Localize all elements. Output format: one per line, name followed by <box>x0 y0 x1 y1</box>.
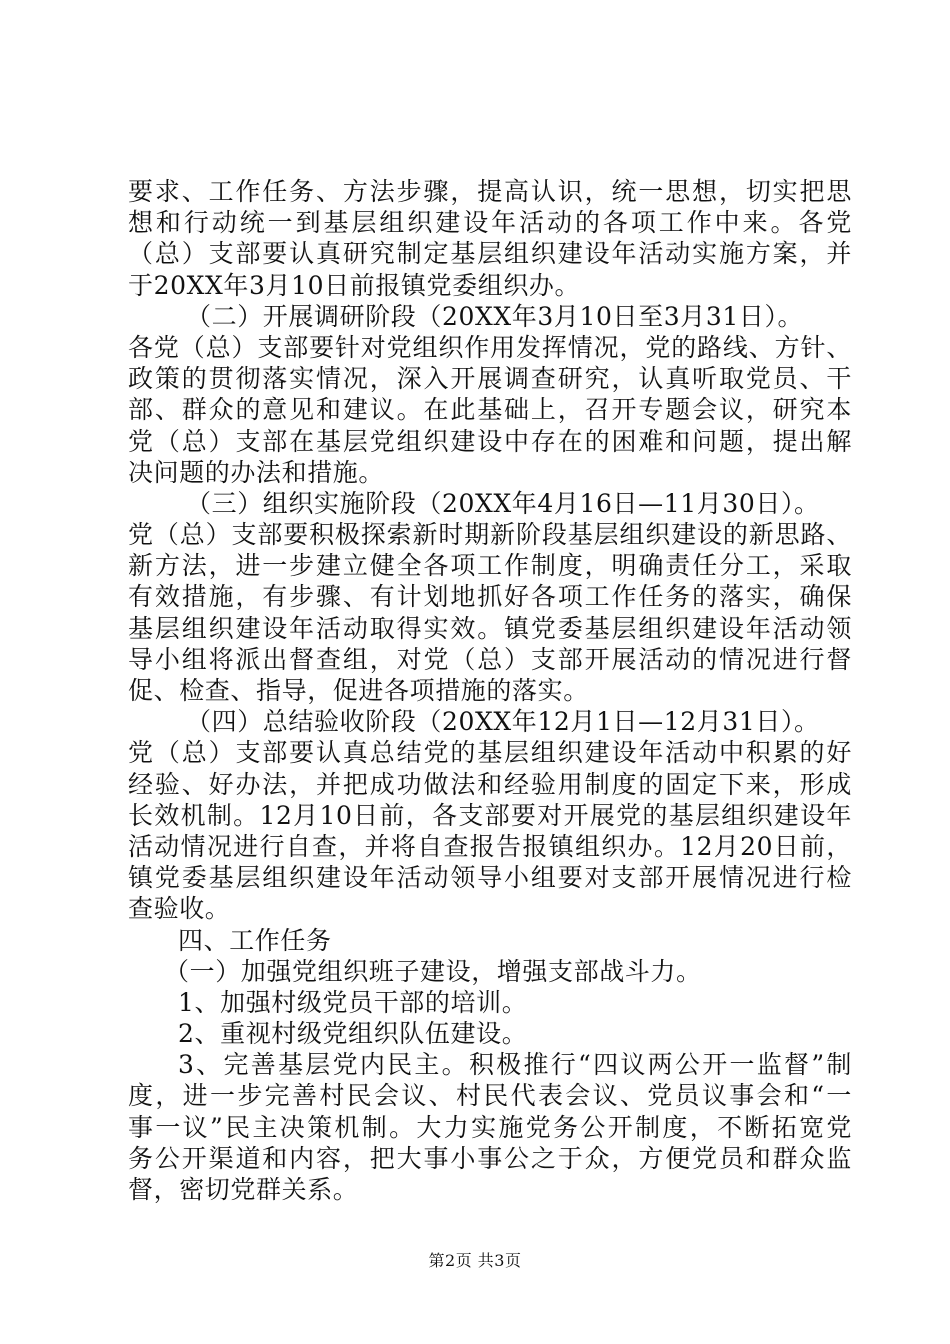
text-line: 查验收。 <box>128 894 231 924</box>
text-line: 促、检查、指导，促进各项措施的落实。 <box>128 676 589 705</box>
text-line: 于20XX年3月10日前报镇党委组织办。 <box>128 270 581 300</box>
text-line: 基层组织建设年活动取得实效。镇党委基层组织建设年活动领 <box>128 613 852 643</box>
text-line: 1、加强村级党员干部的培训。 <box>178 987 528 1017</box>
document-body <box>128 176 852 1205</box>
text-line: 各党（总）支部要针对党组织作用发挥情况，党的路线、方针、 <box>128 332 852 362</box>
text-line: 部、群众的意见和建议。在此基础上，召开专题会议，研究本 <box>128 395 852 425</box>
text-line: （总）支部要认真研究制定基层组织建设年活动实施方案，并 <box>128 239 852 269</box>
text-line: 镇党委基层组织建设年活动领导小组要对支部开展情况进行检 <box>128 863 852 893</box>
text-line: 新方法，进一步建立健全各项工作制度，明确责任分工，采取 <box>128 551 852 581</box>
text-line: 导小组将派出督查组，对党（总）支部开展活动的情况进行督 <box>128 644 852 674</box>
text-line: 度，进一步完善村民会议、村民代表会议、党员议事会和“一 <box>128 1081 852 1111</box>
text-line: 2、重视村级党组织队伍建设。 <box>178 1019 528 1049</box>
text-line: 有效措施，有步骤、有计划地抓好各项工作任务的落实，确保 <box>128 582 852 612</box>
text-line: 经验、好办法，并把成功做法和经验用制度的固定下来，形成 <box>128 769 852 799</box>
text-line: 四、工作任务 <box>178 925 332 955</box>
text-line: 党（总）支部要积极探索新时期新阶段基层组织建设的新思路、 <box>128 520 852 550</box>
text-line: 事一议”民主决策机制。大力实施党务公开制度，不断拓宽党 <box>128 1112 852 1142</box>
text-line: （四）总结验收阶段（20XX年12月1日—12月31日）。 <box>186 707 820 737</box>
text-line: 想和行动统一到基层组织建设年活动的各项工作中来。各党 <box>128 208 852 238</box>
page-number-footer: 第2页 共3页 <box>428 1251 522 1270</box>
text-line: 3、完善基层党内民主。积极推行“四议两公开一监督”制 <box>178 1050 852 1080</box>
text-line: （一）加强党组织班子建设，增强支部战斗力。 <box>164 956 702 986</box>
text-line: 党（总）支部要认真总结党的基层组织建设年活动中积累的好 <box>128 738 852 768</box>
text-line: 决问题的办法和措施。 <box>128 457 385 487</box>
text-line: 长效机制。12月10日前，各支部要对开展党的基层组织建设年 <box>128 800 852 830</box>
text-line: 督，密切党群关系。 <box>128 1175 359 1204</box>
text-line: （三）组织实施阶段（20XX年4月16日—11月30日）。 <box>186 488 820 518</box>
text-line: 活动情况进行自查，并将自查报告报镇组织办。12月20日前， <box>128 831 852 861</box>
text-line: （二）开展调研阶段（20XX年3月10日至3月31日）。 <box>186 301 804 331</box>
text-line: 党（总）支部在基层党组织建设中存在的困难和问题，提出解 <box>128 426 852 456</box>
text-line: 要求、工作任务、方法步骤，提高认识，统一思想，切实把思 <box>128 177 852 206</box>
text-line: 务公开渠道和内容，把大事小事公之于众，方便党员和群众监 <box>128 1143 852 1173</box>
text-line: 政策的贯彻落实情况，深入开展调查研究，认真听取党员、干 <box>128 364 852 394</box>
